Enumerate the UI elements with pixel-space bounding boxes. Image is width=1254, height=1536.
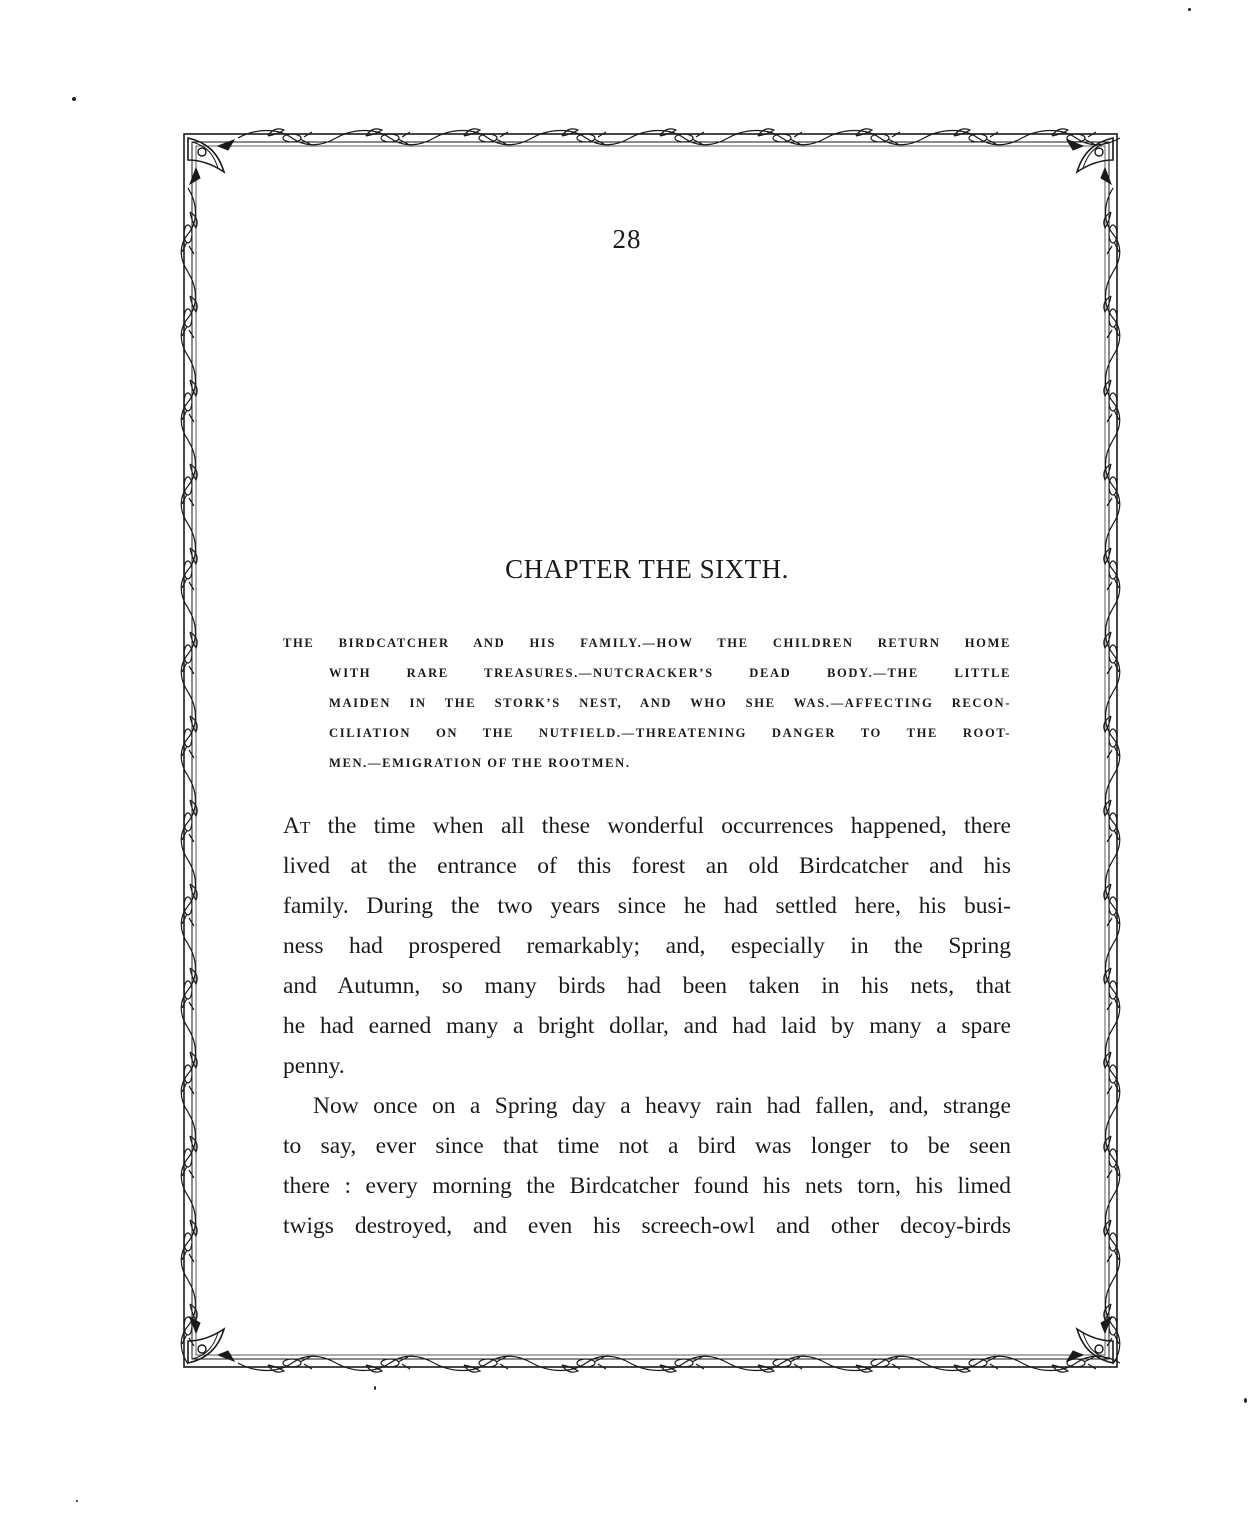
body-line: family. During the two years since he had settled here, his busi- (283, 893, 1011, 919)
scan-speck (72, 97, 76, 101)
chapter-title: CHAPTER THE SIXTH. (505, 554, 789, 584)
scan-speck (76, 1500, 78, 1502)
scan-speck (1244, 1398, 1247, 1403)
chapter-synopsis (283, 628, 1011, 778)
leaf-corner-ornament-icon (188, 1317, 234, 1363)
synopsis-line: THE BIRDCATCHER AND HIS FAMILY.—HOW THE CHILDREN RETURN HOME (283, 636, 1011, 650)
body-line: lived at the entrance of this forest an old Birdcatcher and his (283, 853, 1011, 879)
paragraph-1-first-line (283, 806, 1011, 846)
body-line: he had earned many a bright dollar, and had laid by many a spare (283, 1013, 1011, 1039)
body-line: to say, ever since that time not a bird was longer to be seen (283, 1133, 1011, 1159)
drop-small-cap: A (283, 813, 300, 839)
page-number: 28 (612, 224, 642, 254)
body-line: ness had prospered remarkably; and, especially in the Spring (283, 933, 1011, 959)
body-line: and Autumn, so many birds had been taken in his nets, that (283, 973, 1011, 999)
body-line: twigs destroyed, and even his screech-owl and other decoy-birds (283, 1213, 1011, 1239)
synopsis-line: WITH RARE TREASURES.—NUTCRACKER’S DEAD BODY.—THE LITTLE (329, 666, 1011, 680)
body-line: Now once on a Spring day a heavy rain had fallen, and, strange (313, 1093, 1011, 1119)
small-cap-rest: T (299, 818, 311, 837)
synopsis-line: MEN.—EMIGRATION OF THE ROOTMEN. (329, 756, 631, 770)
first-line-text: the time when all these wonderful occurrences happened, there (310, 813, 1011, 839)
body-line: penny. (283, 1053, 345, 1079)
scan-speck (1188, 8, 1191, 11)
synopsis-line: CILIATION ON THE NUTFIELD.—THREATENING DANGER TO THE ROOT- (329, 726, 1011, 740)
scan-speck (374, 1386, 376, 1390)
body-text (283, 806, 1011, 1246)
body-line: there : every morning the Birdcatcher found his nets torn, his limed (283, 1173, 1011, 1199)
leaf-corner-ornament-icon (188, 138, 234, 184)
synopsis-line: MAIDEN IN THE STORK’S NEST, AND WHO SHE WAS.—AFFECTING RECON- (329, 696, 1011, 710)
